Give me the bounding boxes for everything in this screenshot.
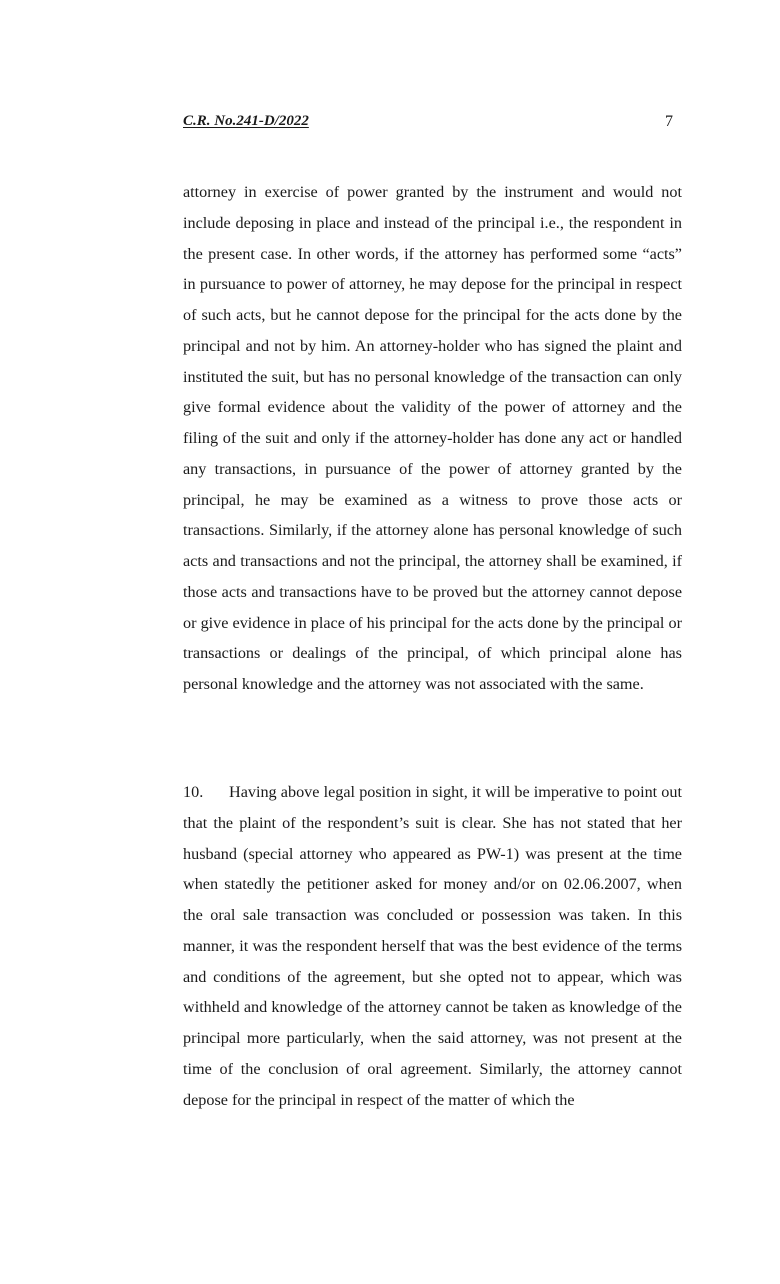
page-number: 7 <box>665 113 673 130</box>
case-number: C.R. No.241-D/2022 <box>183 113 309 129</box>
paragraph-text: attorney in exercise of power granted by the instrument and would not include deposing in place and instead of the principal i.e., the respondent in the present case. In other words, if the attorney has performed some “acts” in pursuance to power of attorney, he may depose for the principal in respect of such acts, but he cannot depose for the principal for the acts done by the principal and not by him. An attorney-holder who has signed the plaint and instituted the suit, but has no personal knowledge of the transaction can only give formal evidence about the validity of the power of attorney and the filing of the suit and only if the attorney-holder has done any act or handled any transactions, in pursuance of the power of attorney granted by the principal, he may be examined as a witness to prove those acts or transactions. Similarly, if the attorney alone has personal knowledge of such acts and transactions and not the principal, the attorney shall be examined, if those acts and transactions have to be proved but the attorney cannot depose or give evidence in place of his principal for the acts done by the principal or transactions or dealings of the principal, of which principal alone has personal knowledge and the attorney was not associated with the same. <box>183 183 682 693</box>
paragraph-text: Having above legal position in sight, it will be imperative to point out that the plaint of the respondent’s suit is clear. She has not stated that her husband (special attorney who appeared as PW-1) was present at the time when statedly the petitioner asked for money and/or on 02.06.2007, when the oral sale transaction was concluded or possession was taken. In this manner, it was the respondent herself that was the best evidence of the terms and conditions of the agreement, but she opted not to appear, which was withheld and knowledge of the attorney cannot be taken as knowledge of the principal more particularly, when the said attorney, was not present at the time of the conclusion of oral agreement. Similarly, the attorney cannot depose for the principal in respect of the matter of which the <box>183 783 682 1109</box>
page-header <box>183 113 683 137</box>
paragraph-10 <box>183 777 682 1115</box>
paragraph-continuation <box>183 177 682 700</box>
paragraph-number: 10. <box>183 783 204 801</box>
